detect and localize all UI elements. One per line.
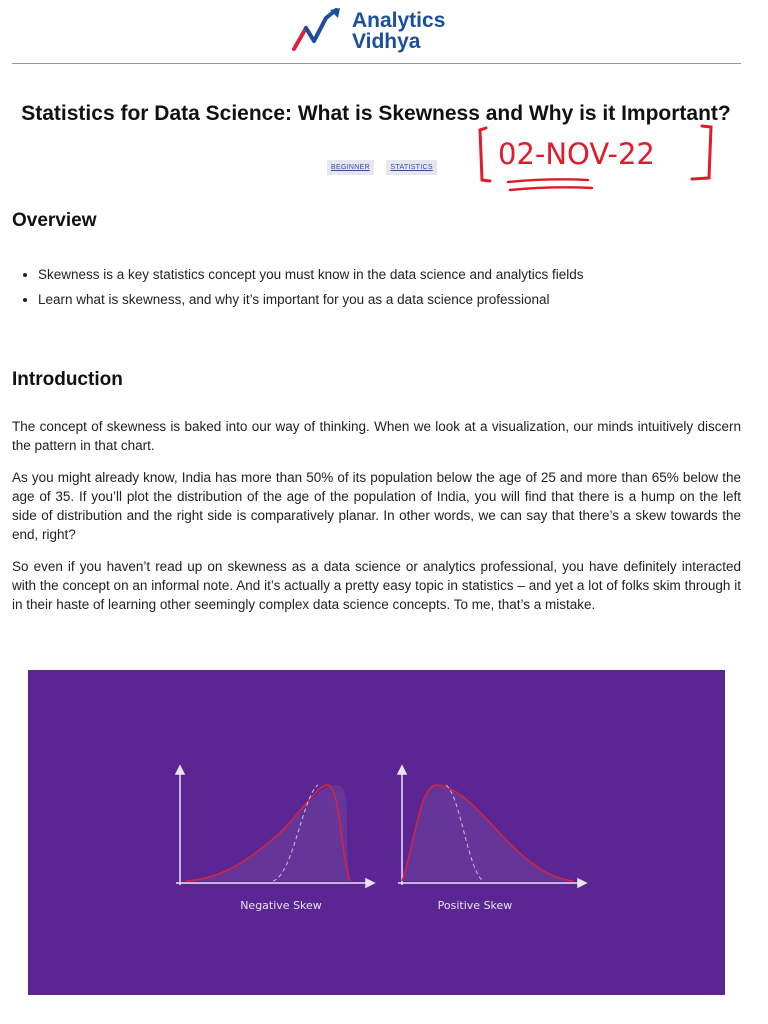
header-divider	[12, 63, 741, 64]
skewness-illustration	[28, 670, 725, 995]
positive-skew-label: Positive Skew	[437, 899, 513, 912]
overview-list	[12, 262, 738, 312]
paragraph: So even if you haven’t read up on skewness as a data science or analytics professional, you have definitely interacted with the concept on an informal note. And it’s actually a pretty easy topic in statistics – and yet a lot of folks skim through it in their haste of learning other seemingly complex data science concepts. To me, that’s a mistake.	[12, 559, 741, 612]
introduction-heading: Introduction	[12, 369, 123, 390]
site-header	[0, 0, 768, 64]
introduction-body	[12, 418, 741, 628]
tag-statistics[interactable]: STATISTICS	[386, 160, 436, 175]
brand-line-2: Vidhya	[352, 30, 421, 53]
handwritten-date: 02-NOV-22	[498, 137, 655, 171]
list-item: • Skewness is a key statistics concept you must know in the data science and analytics fields	[38, 262, 738, 287]
list-item: • Learn what is skewness, and why it’s important for you as a data science professional	[38, 287, 738, 312]
tag-beginner[interactable]: BEGINNER	[327, 160, 374, 175]
page-title: Statistics for Data Science: What is Skewness and Why is it Important?	[21, 102, 731, 126]
tag-list	[327, 156, 445, 174]
paragraph: The concept of skewness is baked into our way of thinking. When we look at a visualization, our minds intuitively discern the pattern in that chart.	[12, 419, 741, 453]
brand-logo[interactable]	[292, 8, 472, 58]
handwritten-date-annotation	[470, 118, 720, 203]
negative-skew-label: Negative Skew	[240, 899, 322, 912]
positive-skew-fill	[402, 785, 573, 881]
logo-mark-icon	[292, 8, 352, 54]
brand-line-1: Analytics	[352, 9, 446, 32]
negative-skew-fill	[186, 785, 350, 881]
brand-name	[352, 10, 445, 52]
overview-heading: Overview	[12, 210, 97, 231]
paragraph: As you might already know, India has more than 50% of its population below the age of 25 and more than 65% below the age of 35. If you’ll plot the distribution of the age of the population of India, you will find that there is a hump on the left side of distribution and the right side is comparatively planar. In other words, we can say that there’s a skew towards the end, right?	[12, 470, 741, 542]
skew-diagram	[28, 670, 725, 995]
